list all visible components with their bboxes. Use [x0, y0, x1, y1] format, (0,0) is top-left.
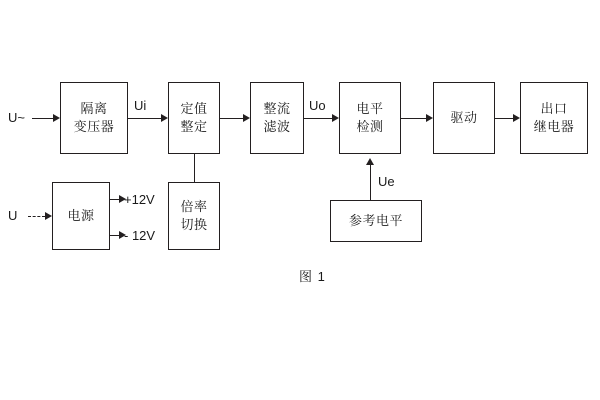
block-line: 出口 [540, 101, 568, 116]
block-line: 整流 [263, 101, 291, 116]
label-ui: Ui [134, 98, 147, 113]
block-power-supply [52, 182, 110, 250]
block-line: 参考电平 [348, 213, 403, 228]
figure-caption: 图 1 [299, 269, 326, 284]
arrow-head [513, 114, 520, 122]
arrow-head [366, 158, 374, 165]
block-line: 倍率 [180, 199, 208, 214]
block-line: 隔离 [80, 101, 108, 116]
block-reference-level [330, 200, 422, 242]
arrow-head [426, 114, 433, 122]
label-plus-12v: +12V [124, 192, 155, 207]
arrow-head [119, 231, 126, 239]
block-line: 继电器 [533, 119, 575, 134]
label-input-ac: U~ [8, 110, 25, 125]
connector [495, 118, 513, 119]
connector [370, 164, 371, 200]
block-drive [433, 82, 495, 154]
label-ue: Ue [378, 174, 395, 189]
block-output-relay [520, 82, 588, 154]
connector [401, 118, 426, 119]
block-line: 定值 [180, 101, 208, 116]
connector-dashed [28, 216, 45, 217]
arrow-head [45, 212, 52, 220]
label-uo: Uo [309, 98, 326, 113]
connector [304, 118, 332, 119]
arrow-head [119, 195, 126, 203]
arrow-head [161, 114, 168, 122]
block-line: 检测 [356, 119, 384, 134]
block-line: 电源 [67, 208, 95, 223]
connector [220, 118, 243, 119]
block-line: 驱动 [450, 110, 478, 125]
label-input-dc: U [8, 208, 18, 223]
arrow-head [243, 114, 250, 122]
connector [32, 118, 53, 119]
block-multiplier-switch [168, 182, 220, 250]
block-isolation-transformer [60, 82, 128, 154]
block-level-detection [339, 82, 401, 154]
block-line: 电平 [356, 101, 384, 116]
connector [194, 154, 195, 182]
block-line: 变压器 [73, 119, 115, 134]
block-fixed-value-setting [168, 82, 220, 154]
connector [128, 118, 161, 119]
block-line: 切换 [180, 217, 208, 232]
block-rectifier-filter [250, 82, 304, 154]
arrow-head [332, 114, 339, 122]
label-minus-12v: - 12V [124, 228, 156, 243]
arrow-head [53, 114, 60, 122]
block-line: 整定 [180, 119, 208, 134]
block-line: 滤波 [263, 119, 291, 134]
